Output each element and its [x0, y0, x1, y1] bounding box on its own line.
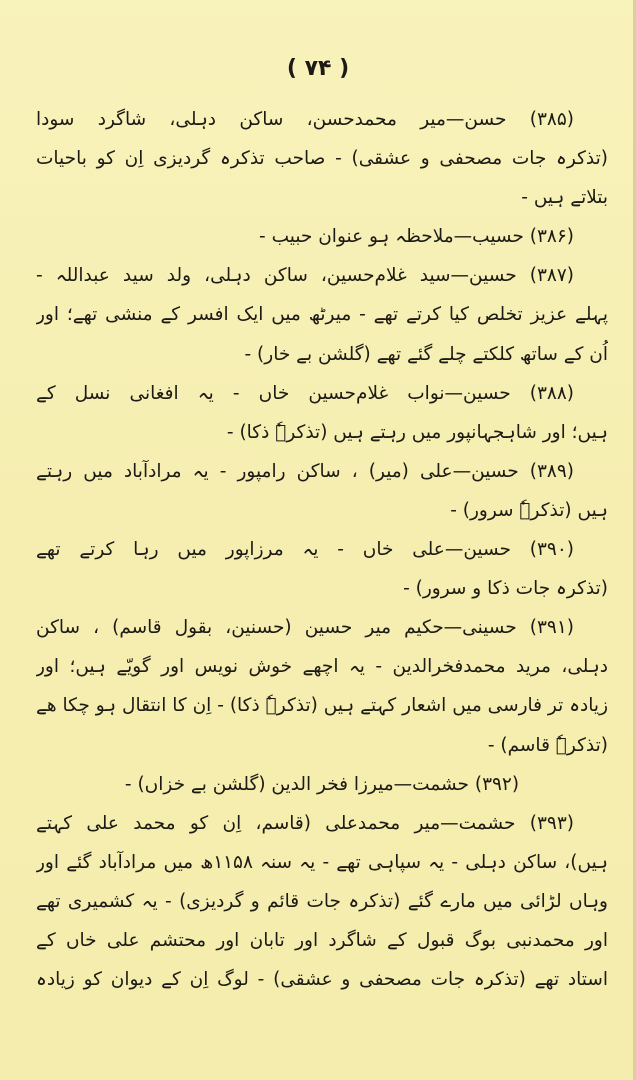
text-line: (تذکرہٗ قاسم) - [487, 734, 608, 756]
text-line: (تذکرہ جات ذکا و سرور) - [403, 578, 608, 600]
page-text-body [36, 100, 608, 999]
text-line: پہلے عزیز تخلص کیا کرتے تھے - میرٹھ میں ایک افسر کے منشی تھے؛ اور [36, 304, 608, 326]
text-line: (۳۸۶) حسیب—ملاحظہ ہو عنوان حبیب - [259, 226, 574, 248]
text-line: بتلاتے ہیں - [521, 187, 608, 209]
text-line: استاد تھے (تذکرہ جات مصحفی و عشقی) - لوگ اِن کے دیوان کو زیادہ [36, 969, 608, 991]
text-line: دہلی، مرید محمدفخرالدین - یہ اچھے خوش نویس اور گویّے ہیں؛ اور [36, 656, 608, 678]
text-line: زیادہ تر فارسی میں اشعار کہتے ہیں (تذکرہٗ ذکا) - اِن کا انتقال ہو چکا ھے [36, 695, 608, 717]
text-line: (۳۸۷) حسین—سید غلام‌حسین، ساکن دہلی، ولد سید عبداللہ - [36, 265, 574, 287]
text-line: (۳۹۳) حشمت—میر محمدعلی (قاسم، اِن کو محمد علی کہتے [36, 812, 574, 834]
text-line: (۳۹۰) حسین—علی خاں - یہ مرزاپور میں رہا کرتے تھے [36, 539, 574, 561]
text-line: (۳۹۲) حشمت—میرزا فخر الدین (گلشن بے خزاں) - [124, 773, 520, 795]
text-line: ہیں؛ اور شاہجہانپور میں رہتے ہیں (تذکرہٗ ذکا) - [226, 421, 608, 443]
text-line: ہیں)، ساکن دہلی - یہ سپاہی تھے - یہ سنہ ۱۱۵۸ھ میں مراد‌آباد گئے اور [36, 851, 608, 873]
text-line: (۳۸۹) حسین—علی (میر) ، ساکن رامپور - یہ مراد‌آباد میں رہتے [36, 460, 574, 482]
page-number: ( ۷۴ ) [286, 56, 350, 81]
text-line: وہاں لڑائی میں مارے گئے (تذکرہ جات قائم و گردیزی) - یہ کشمیری تھے [36, 890, 608, 912]
text-line: (تذکرہ جات مصحفی و عشقی) - صاحب تذکرہ گردیزی اِن کو باحیات [36, 148, 608, 170]
text-line: (۳۹۱) حسینی—حکیم میر حسین (حسنین، بقول قاسم) ، ساکن [36, 617, 574, 639]
text-line: اُن کے ساتھ کلکتے چلے گئے تھے (گلشن بے خار) - [244, 343, 608, 365]
text-line: (۳۸۵) حسن—میر محمدحسن، ساکن دہلی، شاگرد سودا [36, 109, 574, 130]
text-line: ہیں (تذکرہٗ سرور) - [450, 499, 608, 521]
text-line: اور محمدنبی بوگ قبول کے شاگرد اور تابان اور محتشم علی خاں کے [36, 929, 608, 951]
text-line: (۳۸۸) حسین—نواب غلام‌حسین خاں - یہ افغانی نسل کے [36, 382, 574, 404]
